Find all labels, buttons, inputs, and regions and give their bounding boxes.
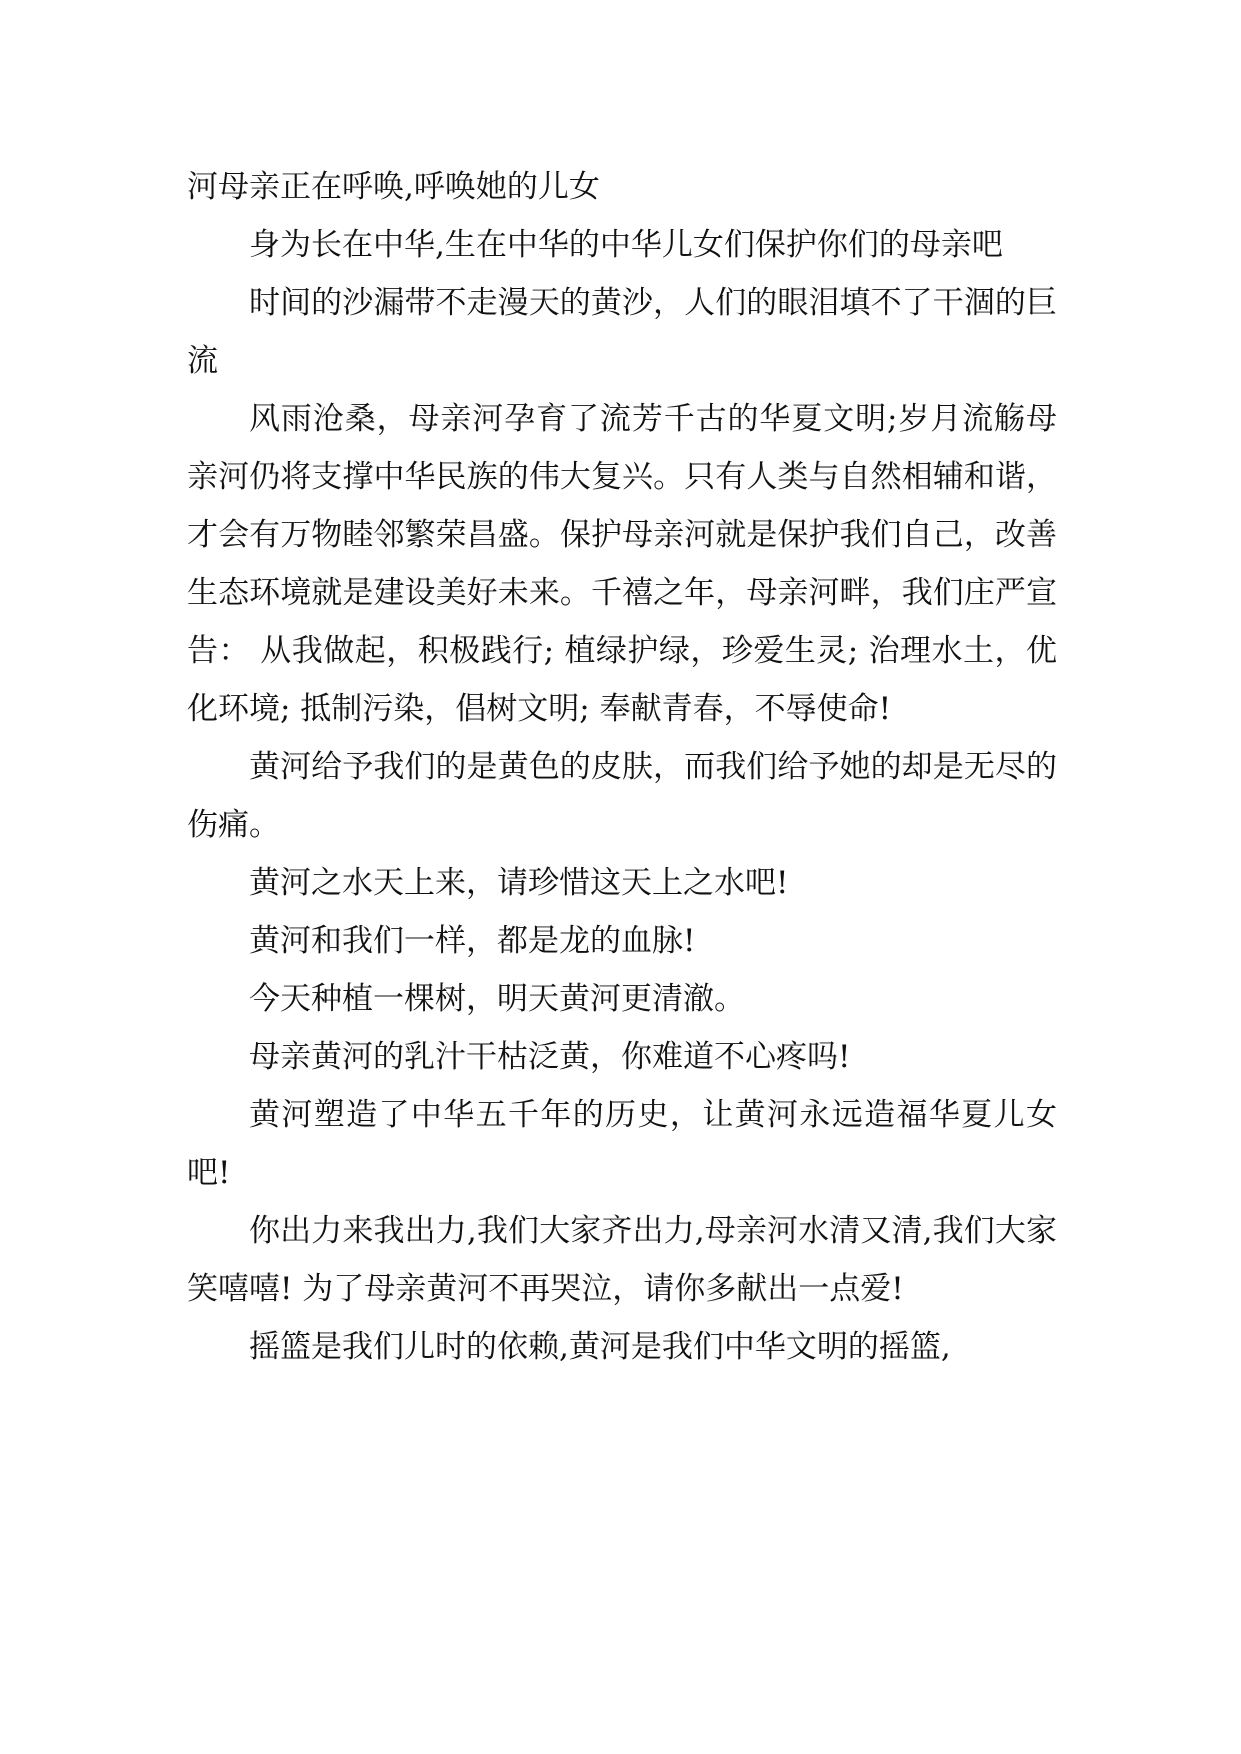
paragraph: 时间的沙漏带不走漫天的黄沙，人们的眼泪填不了干涸的巨流 xyxy=(187,285,1057,379)
paragraph: 身为长在中华,生在中华的中华儿女们保护你们的母亲吧 xyxy=(249,227,1003,263)
paragraph: 今天种植一棵树，明天黄河更清澈。 xyxy=(249,981,745,1017)
paragraph: 你出力来我出力,我们大家齐出力,母亲河水清又清,我们大家笑嘻嘻! 为了母亲黄河不再哭泣，请你多献出一点爱! xyxy=(187,1213,1057,1307)
paragraph: 风雨沧桑，母亲河孕育了流芳千古的华夏文明;岁月流觞母亲河仍将支撑中华民族的伟大复兴。只有人类与自然相辅和谐，才会有万物睦邻繁荣昌盛。保护母亲河就是保护我们自己，改善生态环境就是建设美好未来。千禧之年，母亲河畔，我们庄严宣告： 从我做起，积极践行; 植绿护绿，珍爱生灵; 治理水土，优化环境; 抵制污染，倡树文明; 奉献青春，不辱使命! xyxy=(187,401,1057,727)
document-page xyxy=(187,158,1057,1376)
paragraph: 黄河和我们一样，都是龙的血脉! xyxy=(249,923,696,959)
paragraph: 黄河塑造了中华五千年的历史，让黄河永远造福华夏儿女吧! xyxy=(187,1097,1057,1191)
paragraph: 摇篮是我们儿时的依赖,黄河是我们中华文明的摇篮, xyxy=(249,1329,951,1365)
paragraph: 黄河给予我们的是黄色的皮肤，而我们给予她的却是无尽的伤痛。 xyxy=(187,749,1057,843)
paragraph: 黄河之水天上来，请珍惜这天上之水吧! xyxy=(249,865,789,901)
paragraph: 母亲黄河的乳汁干枯泛黄，你难道不心疼吗! xyxy=(249,1039,851,1075)
paragraph: 河母亲正在呼唤,呼唤她的儿女 xyxy=(187,169,600,205)
